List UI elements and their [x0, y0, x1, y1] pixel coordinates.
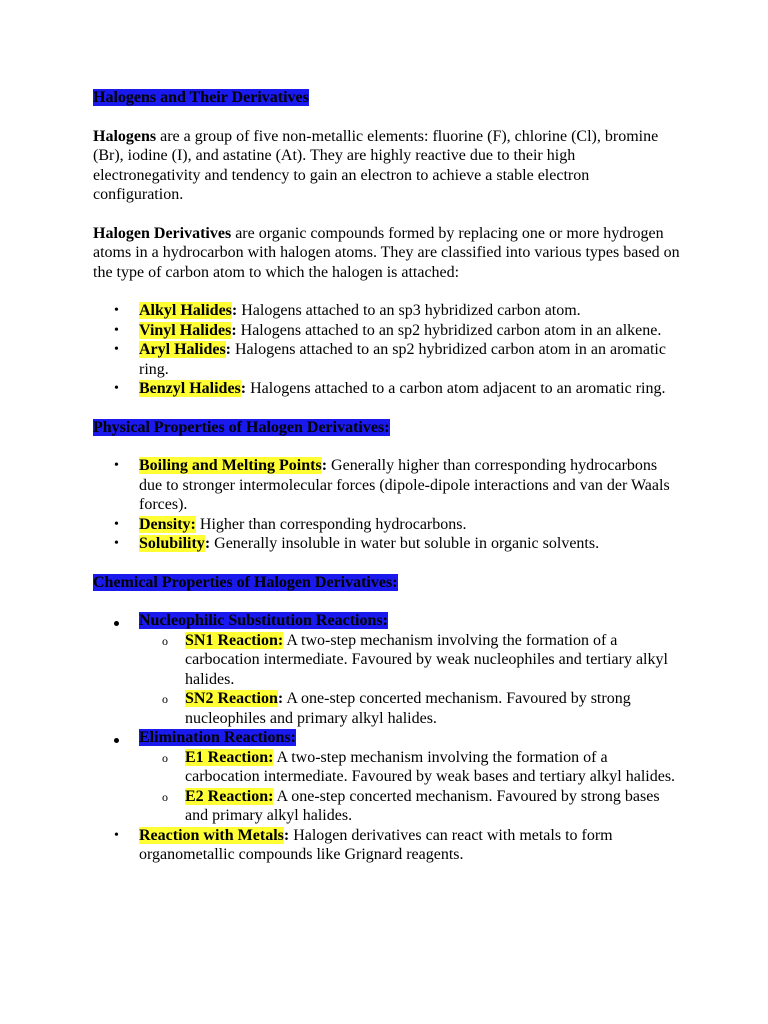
sub-list-item-text: A one-step concerted mechanism. Favoured by strong nucleophiles and primary alkyl halides.: [185, 690, 631, 727]
physical-heading-text: Physical Properties of Halogen Derivatives:: [93, 418, 390, 436]
list-item-text: Higher than corresponding hydrocarbons.: [195, 515, 467, 533]
intro-text: are a group of five non-metallic elements: fluorine (F), chlorine (Cl), bromine (Br), iodine (I), and astatine (At). They are highly reactive due to their high electronegativity and tendency to gain an electron to achieve a stable electron configuration.: [93, 127, 659, 203]
sub-list-item-term: SN1 Reaction:: [185, 631, 284, 649]
chemical-list: [93, 611, 683, 865]
sub-list-item: [139, 748, 683, 787]
sub-list-item-term: SN2 Reaction: [185, 690, 278, 707]
list-item-text: Halogens attached to a carbon atom adjacent to an aromatic ring.: [246, 380, 666, 397]
list-item-text: Halogens attached to an sp2 hybridized carbon atom in an aromatic ring.: [139, 341, 666, 378]
list-item: • Vinyl Halides: Halogens attached to an sp2 hybridized carbon atom in an alkene.: [93, 321, 683, 341]
list-item-term: Density:: [139, 515, 196, 533]
intro-paragraph: [93, 127, 683, 205]
list-item-text: Halogens attached to an sp2 hybridized carbon atom in an alkene.: [236, 321, 662, 339]
list-item-nucleophilic: [93, 611, 683, 728]
list-item: • Aryl Halides: Halogens attached to an sp2 hybridized carbon atom in an aromatic ring.: [93, 340, 683, 379]
list-item-elimination: [93, 728, 683, 826]
list-item-term: Benzyl Halides: [139, 380, 241, 397]
list-item-term: Vinyl Halides: [139, 321, 232, 339]
chemical-heading: [93, 573, 683, 593]
sub-list-item: [139, 631, 683, 690]
list-item: • Boiling and Melting Points: Generally higher than corresponding hydrocarbons due to stronger intermolecular forces (dipole-dipole interactions and van der Waals forces).: [93, 456, 683, 515]
sub-list-item-text: A two-step mechanism involving the formation of a carbocation intermediate. Favoured by weak bases and tertiary alkyl halides.: [185, 748, 676, 785]
list-item-text: Generally higher than corresponding hydrocarbons due to stronger intermolecular forces (dipole-dipole interactions and van der Waals forces).: [139, 457, 670, 513]
document-title: [93, 88, 683, 108]
list-item: • Benzyl Halides: Halogens attached to a carbon atom adjacent to an aromatic ring.: [93, 379, 683, 399]
list-item: • Alkyl Halides: Halogens attached to an sp3 hybridized carbon atom.: [93, 301, 683, 321]
list-item-metals: • Reaction with Metals: Halogen derivatives can react with metals to form organometallic compounds like Grignard reagents.: [93, 826, 683, 865]
list-item-text: Generally insoluble in water but soluble in organic solvents.: [210, 535, 600, 552]
title-text: Halogens and Their Derivatives: [93, 89, 309, 106]
sub-list-item-text: A two-step mechanism involving the formation of a carbocation intermediate. Favoured by weak nucleophiles and tertiary alkyl halides.: [185, 631, 668, 688]
derivatives-term: Halogen Derivatives: [93, 224, 232, 242]
nucleophilic-sublist: [139, 631, 683, 729]
physical-heading: [93, 418, 683, 438]
list-item-text: Halogen derivatives can react with metals to form organometallic compounds like Grignard reagents.: [139, 826, 613, 863]
sub-list-item-text: A one-step concerted mechanism. Favoured by strong bases and primary alkyl halides.: [185, 787, 660, 824]
chemical-heading-text: Chemical Properties of Halogen Derivatives:: [93, 573, 398, 591]
physical-list: [93, 456, 683, 554]
types-list: [93, 301, 683, 399]
list-item-text: Halogens attached to an sp3 hybridized carbon atom.: [237, 302, 581, 319]
list-item: [93, 515, 683, 535]
list-item-term: Boiling and Melting Points: [139, 457, 322, 474]
document-page: [93, 88, 683, 865]
list-item-term: Alkyl Halides: [139, 302, 232, 319]
list-item-term: Reaction with Metals: [139, 826, 284, 844]
intro-term: Halogens: [93, 127, 157, 145]
derivatives-text: are organic compounds formed by replacing one or more hydrogen atoms in a hydrocarbon with halogen atoms. They are classified into various types based on the type of carbon atom to which the halogen is attached:: [93, 224, 680, 281]
sub-list-item: o SN2 Reaction: A one-step concerted mechanism. Favoured by strong nucleophiles and primary alkyl halides.: [139, 689, 683, 728]
sub-list-item: [139, 787, 683, 826]
list-item-term: Aryl Halides: [139, 341, 226, 358]
elimination-heading: Elimination Reactions:: [139, 729, 296, 746]
nucleophilic-heading: Nucleophilic Substitution Reactions:: [139, 612, 388, 629]
elimination-sublist: [139, 748, 683, 826]
sub-list-item-term: E2 Reaction:: [185, 787, 274, 805]
list-item-term: Solubility: [139, 535, 205, 552]
derivatives-paragraph: [93, 224, 683, 283]
sub-list-item-term: E1 Reaction:: [185, 748, 274, 766]
list-item: • Solubility: Generally insoluble in water but soluble in organic solvents.: [93, 534, 683, 554]
